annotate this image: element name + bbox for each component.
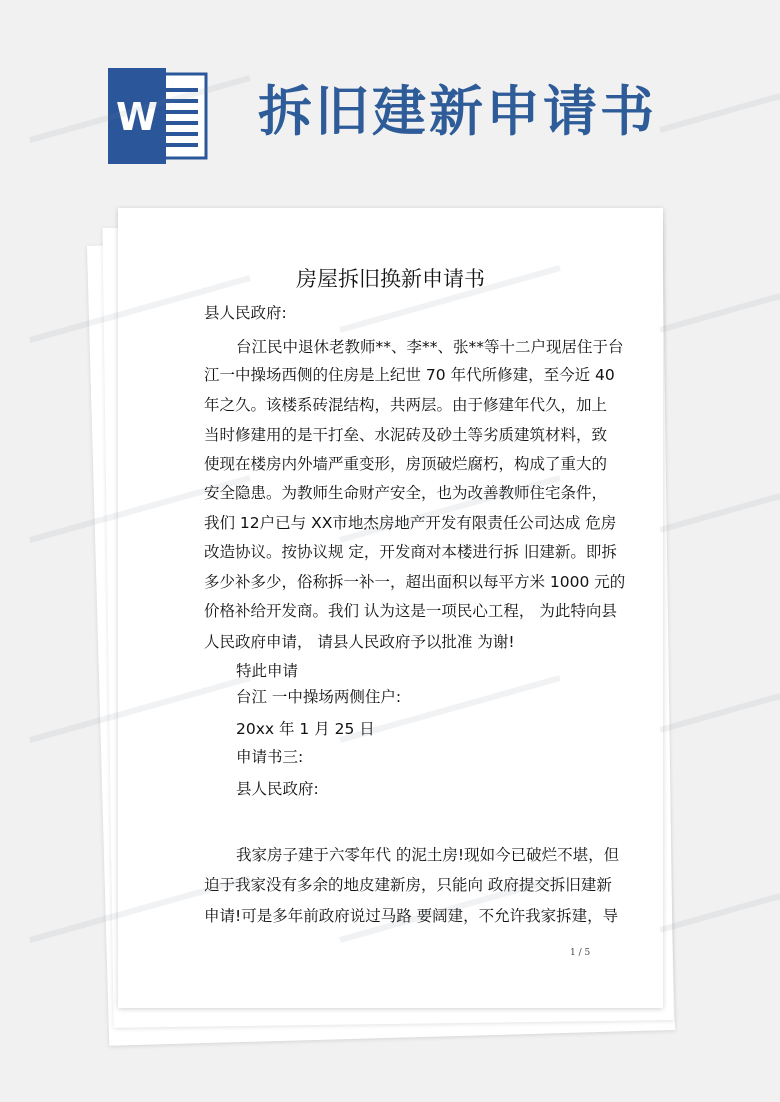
document-line: 迫于我家没有多余的地皮建新房，只能向 政府提交拆旧建新 [204, 876, 612, 894]
document-line: 申请!可是多年前政府说过马路 要阔建，不允许我家拆建，导 [204, 907, 619, 925]
document-line: 县人民政府: [204, 304, 287, 322]
page-number: 1 / 5 [570, 948, 591, 958]
document-line: 我们 12户已与 XX市地杰房地产开发有限责任公司达成 危房 [204, 514, 617, 532]
document-line: 特此申请 [236, 662, 299, 680]
document-line: 我家房子建于六零年代 的泥土房!现如今已破烂不堪，但 [236, 846, 620, 864]
banner-title: 拆旧建新申请书 [258, 80, 657, 143]
document-line: 当时修建用的是干打垒、水泥砖及砂土等劣质建筑材料，致 [204, 426, 608, 444]
document-line: 台江 一中操场两侧住户: [236, 688, 402, 706]
document-line: 改造协议。按协议规 定，开发商对本楼进行拆 旧建新。即拆 [204, 543, 617, 561]
document-line: 安全隐患。为教师生命财产安全，也为改善教师住宅条件， [204, 484, 608, 502]
document-page [118, 208, 663, 1008]
document-line: 20xx 年 1 月 25 日 [236, 720, 375, 738]
document-line: 多少补多少，俗称拆一补一，超出面积以每平方米 1000 元的 [204, 573, 626, 591]
document-line: 人民政府申请， 请县人民政府予以批准 为谢! [204, 633, 515, 651]
document-line: 县人民政府: [236, 780, 319, 798]
document-line: 申请书三: [236, 748, 304, 766]
document-line: 台江民中退休老教师**、李**、张**等十二户现居住于台 [236, 338, 624, 356]
word-icon-letter: W [116, 95, 158, 139]
document-line: 江一中操场西侧的住房是上纪世 70 年代所修建，至今近 40 [204, 366, 615, 384]
document-title: 房屋拆旧换新申请书 [296, 267, 485, 291]
document-line: 年之久。该楼系砖混结构，共两层。由于修建年代久，加上 [204, 396, 608, 414]
word-document-icon [108, 68, 208, 164]
document-line: 价格补给开发商。我们 认为这是一项民心工程， 为此特向县 [204, 602, 617, 620]
document-line: 使现在楼房内外墙严重变形，房顶破烂腐朽，构成了重大的 [204, 455, 608, 473]
